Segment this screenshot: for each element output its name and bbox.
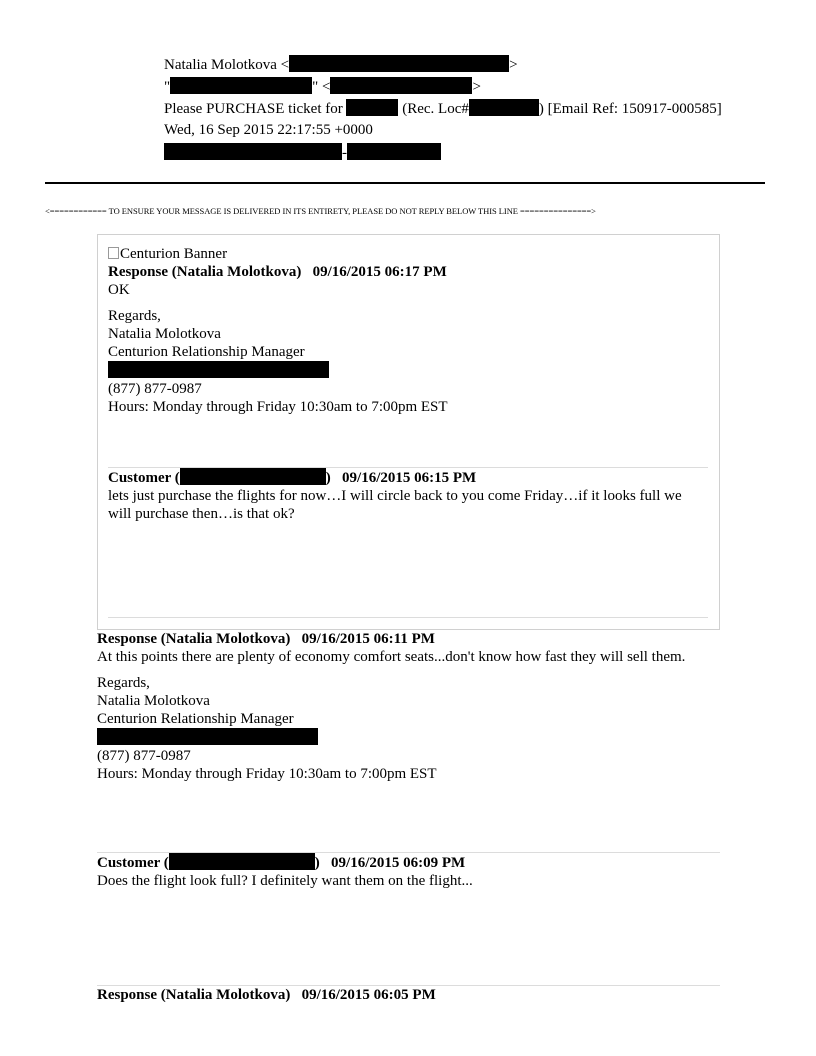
message-body: OK [108, 282, 130, 298]
message-header-prefix: Customer ( [97, 855, 169, 871]
message-separator [108, 617, 708, 618]
from-close: > [509, 57, 518, 73]
message-response-1 [108, 245, 448, 416]
redacted-subject-name [346, 99, 398, 116]
to-mid: " < [312, 79, 331, 95]
from-value: Natalia Molotkova < [164, 57, 290, 73]
message-customer-1 [108, 468, 708, 523]
redacted-to-name [170, 77, 312, 94]
redacted-to-email [330, 77, 472, 94]
quoted-message-box [97, 234, 720, 630]
redacted-customer-name [169, 853, 315, 870]
banner-alt-text: Centurion Banner [120, 246, 228, 262]
message-body: At this points there are plenty of economy comfort seats...don't know how fast they will sell them. [97, 649, 686, 665]
signature-title: Centurion Relationship Manager [97, 711, 294, 727]
redacted-signature-email [108, 361, 329, 378]
signature-hours: Hours: Monday through Friday 10:30am to 7:00pm EST [108, 399, 448, 415]
date-value: Wed, 16 Sep 2015 22:17:55 +0000 [164, 122, 373, 138]
redacted-signature-email [97, 728, 318, 745]
redacted-attachment-b [347, 143, 441, 160]
signature-phone: (877) 877-0987 [97, 748, 191, 764]
message-header: Response (Natalia Molotkova) 09/16/2015 06:05 PM [97, 987, 436, 1003]
redacted-record-locator [469, 99, 539, 116]
message-body: Does the flight look full? I definitely want them on the flight... [97, 873, 473, 889]
subject-part-c: ) [Email Ref: 150917-000585] [538, 101, 722, 117]
message-body: lets just purchase the flights for now…I will circle back to you come Friday…if it looks full we will purchase then…is that ok? [108, 488, 682, 522]
message-header-suffix: ) 09/16/2015 06:15 PM [325, 470, 477, 486]
redacted-from-email [289, 55, 509, 72]
attachments-sep: - [342, 145, 347, 161]
reply-notice: <============ TO ENSURE YOUR MESSAGE IS DELIVERED IN ITS ENTIRETY, PLEASE DO NOT REPLY BELOW THIS LINE ===============> [45, 206, 596, 216]
signature-title: Centurion Relationship Manager [108, 344, 305, 360]
message-customer-2 [97, 853, 717, 890]
message-header: Response (Natalia Molotkova) 09/16/2015 06:17 PM [108, 264, 447, 280]
to-close: > [472, 79, 481, 95]
broken-image-icon [108, 247, 119, 259]
signature-phone: (877) 877-0987 [108, 381, 202, 397]
banner-image [108, 245, 448, 263]
message-response-2 [97, 630, 697, 783]
signature-name: Natalia Molotkova [97, 693, 210, 709]
signature-regards: Regards, [108, 308, 161, 324]
signature-name: Natalia Molotkova [108, 326, 221, 342]
subject-part-a: Please PURCHASE ticket for [164, 101, 343, 117]
header-divider [45, 182, 765, 184]
signature-hours: Hours: Monday through Friday 10:30am to 7:00pm EST [97, 766, 437, 782]
redacted-attachment-a [164, 143, 342, 160]
redacted-customer-name [180, 468, 326, 485]
message-header: Response (Natalia Molotkova) 09/16/2015 06:11 PM [97, 631, 435, 647]
message-header-prefix: Customer ( [108, 470, 180, 486]
message-header-suffix: ) 09/16/2015 06:09 PM [314, 855, 466, 871]
signature-regards: Regards, [97, 675, 150, 691]
message-response-3 [97, 986, 436, 1004]
subject-part-b: (Rec. Loc# [402, 101, 469, 117]
to-open: " [164, 79, 171, 95]
